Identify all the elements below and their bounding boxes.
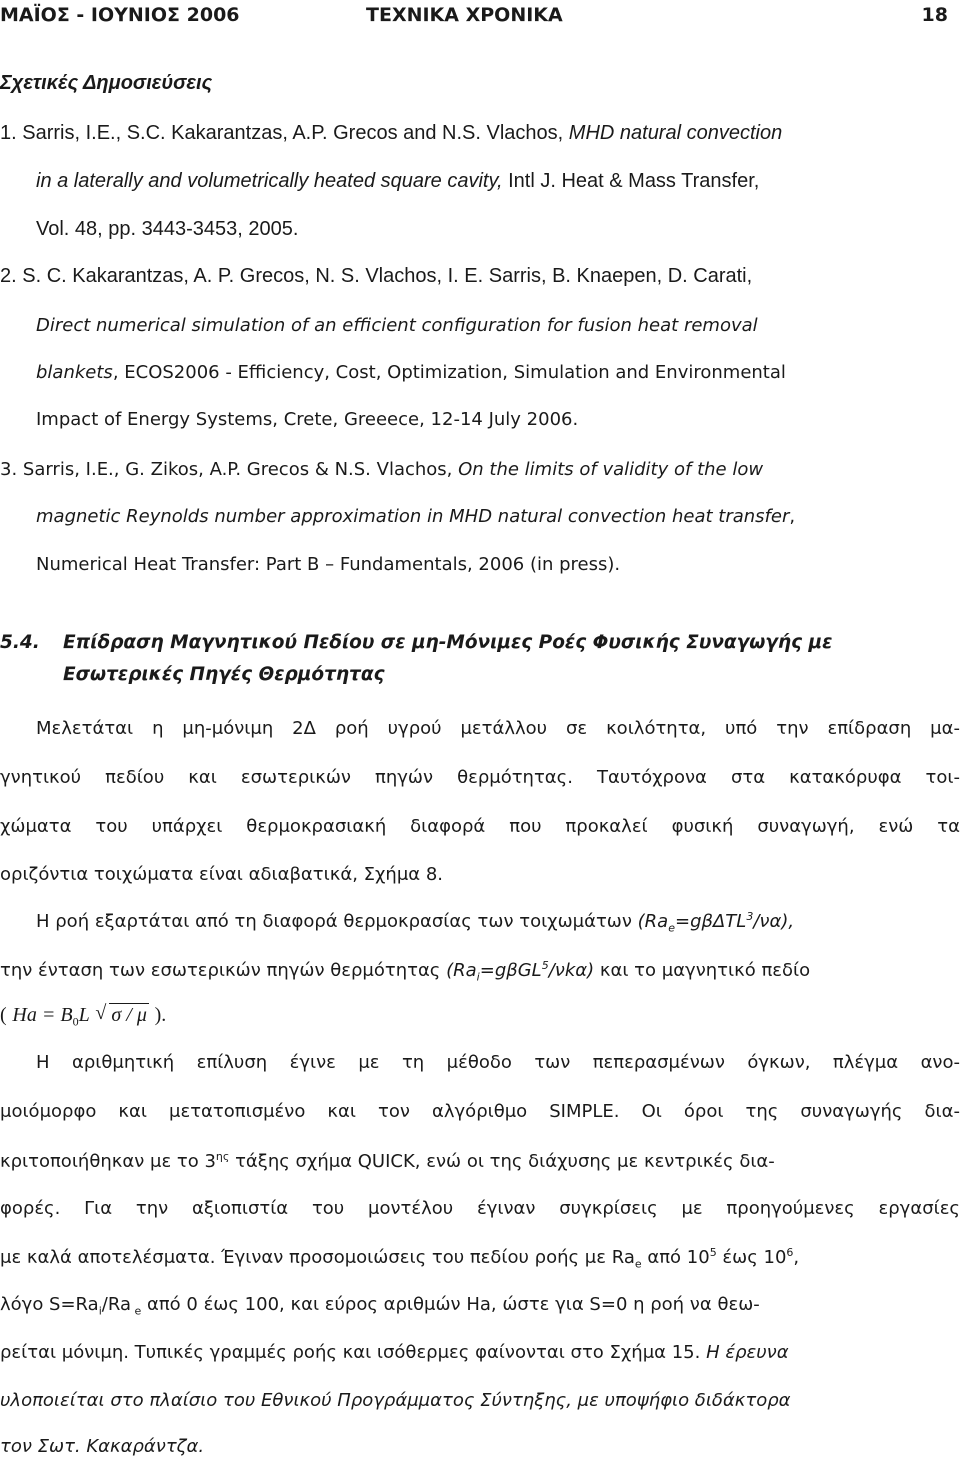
reference-line: Vol. 48, pp. 3443-3453, 2005.	[36, 218, 299, 240]
reference-punctuation: ,	[789, 506, 796, 527]
subscript: e	[634, 1257, 642, 1271]
reference-title: blankets	[36, 362, 113, 383]
paragraph-text: κριτοποιήθηκαν με το 3	[0, 1151, 216, 1172]
paragraph-line	[0, 1198, 960, 1219]
reference-line	[36, 170, 759, 193]
rayleigh-internal-formula: $(Ra_i=g\beta GL^5/\nu k\alpha)$	[446, 959, 595, 984]
paragraph-text: από 10	[641, 1247, 710, 1268]
header-issue-date: ΜΑΪΟΣ - ΙΟΥΝΙΟΣ 2006	[0, 4, 240, 26]
header-journal-title: ΤΕΧΝΙΚΑ ΧΡΟΝΙΚΑ	[366, 4, 563, 26]
paragraph-text: από 0 έως 100, και εύρος αριθμών Ha, ώστε για S=0 η ροή να θεω-	[141, 1294, 760, 1315]
reference-line: Impact of Energy Systems, Crete, Greeece, 12-14 July 2006.	[36, 409, 579, 430]
paragraph-line: υλοποιείται στο πλαίσιο του Εθνικού Προγράμματος Σύντηξης, με υποψήφιο διδάκτορα	[0, 1390, 791, 1411]
hartmann-formula: ( $Ha = B_0L$ √ σ / μ ).	[0, 1002, 167, 1029]
paragraph-text: Η έρευνα	[706, 1342, 789, 1363]
paragraph-text: με καλά αποτελέσματα. Έγιναν προσομοιώσεις του πεδίου ροής με Ra	[0, 1247, 635, 1268]
paragraph-line	[0, 959, 810, 984]
reference-title: magnetic Reynolds number approximation in MHD natural convection heat transfer	[36, 506, 790, 527]
reference-line	[0, 459, 763, 480]
paragraph-text: Μελετάται η μη-μόνιμη 2Δ ροή υγρού μετάλλου σε κοιλότητα, υπό την επίδραση μα-	[36, 718, 960, 739]
paragraph-text: μοιόμορφο και μετατοπισμένο και τον αλγόριθμο SIMPLE. Οι όροι της συναγωγής δια-	[0, 1101, 960, 1122]
paragraph-text: την ένταση των εσωτερικών πηγών θερμότητας	[0, 960, 447, 981]
paragraph-line: οριζόντια τοιχώματα είναι αδιαβατικά, Σχήμα 8.	[0, 864, 444, 885]
header-page-number: 18	[921, 4, 948, 26]
paragraph-line	[0, 1294, 760, 1318]
paragraph-line	[36, 718, 960, 739]
reference-title: MHD natural convection	[568, 122, 783, 144]
superscript: ης	[215, 1150, 230, 1163]
paragraph-text: ,	[793, 1247, 800, 1268]
paragraph-line: τον Σωτ. Κακαράντζα.	[0, 1436, 205, 1457]
reference-authors: 2. S. C. Kakarantzas, A. P. Grecos, N. S. Vlachos, I. E. Sarris, B. Knaepen, D. Carati,	[0, 265, 753, 287]
paragraph-text: φορές. Για την αξιοπιστία του μοντέλου έγιναν συγκρίσεις με προηγούμενες εργασίες	[0, 1198, 960, 1219]
subscript: i	[98, 1304, 102, 1318]
rayleigh-external-formula: $(Ra_e=g\beta\Delta TL^3/\nu\alpha)$,	[637, 910, 795, 935]
section-number: 5.4.	[0, 632, 40, 653]
page-header	[0, 2, 960, 32]
paragraph-text: γνητικού πεδίου και εσωτερικών πηγών θερμότητας. Ταυτόχρονα στα κατακόρυφα τοι-	[0, 767, 960, 788]
reference-authors: 3. Sarris, I.E., G. Zikos, A.P. Grecos & N.S. Vlachos,	[0, 459, 459, 480]
paragraph-line	[36, 1052, 960, 1073]
paragraph-text: λόγο S=Ra	[0, 1294, 99, 1315]
reference-title: Direct numerical simulation of an efficient configuration for fusion heat removal	[36, 315, 758, 336]
square-root-icon: √ σ / μ	[95, 1002, 147, 1026]
reference-title: in a laterally and volumetrically heated square cavity,	[36, 170, 503, 192]
paragraph-text: και το μαγνητικό πεδίο	[594, 960, 811, 981]
reference-line	[36, 362, 786, 383]
paragraph-line	[0, 1342, 789, 1363]
reference-line	[36, 506, 795, 527]
paragraph-line	[0, 1150, 775, 1172]
paragraph-line	[36, 910, 794, 935]
subscript: e	[130, 1304, 142, 1318]
paragraph-line	[0, 816, 960, 837]
section-title-line-2: Εσωτερικές Πηγές Θερμότητας	[63, 664, 385, 685]
reference-journal: Intl J. Heat & Mass Transfer,	[502, 170, 760, 192]
reference-venue: , ECOS2006 - Efficiency, Cost, Optimization, Simulation and Environmental	[112, 362, 786, 383]
paragraph-text: Η ροή εξαρτάται από τη διαφορά θερμοκρασίας των τοιχωμάτων	[36, 911, 638, 932]
superscript: 5	[709, 1246, 717, 1259]
paragraph-line	[0, 1101, 960, 1122]
paragraph-line	[0, 1246, 799, 1271]
reference-authors: 1. Sarris, I.E., S.C. Kakarantzas, A.P. Grecos and N.S. Vlachos,	[0, 122, 569, 144]
paragraph-text: ρείται μόνιμη. Τυπικές γραμμές ροής και ισόθερμες φαίνονται στο Σχήμα 15.	[0, 1342, 707, 1363]
superscript: 6	[786, 1246, 794, 1259]
paragraph-line	[0, 767, 960, 788]
paragraph-text: χώματα του υπάρχει θερμοκρασιακή διαφορά που προκαλεί φυσική συναγωγή, ενώ τα	[0, 816, 960, 837]
paragraph-text: Η αριθμητική επίλυση έγινε με τη μέθοδο των πεπερασμένων όγκων, πλέγμα ανο-	[36, 1052, 960, 1073]
reference-line	[0, 122, 782, 145]
section-title-line-1: Επίδραση Μαγνητικού Πεδίου σε μη-Μόνιμες Ροές Φυσικής Συναγωγής με	[63, 632, 833, 653]
paragraph-text: /Ra	[101, 1294, 131, 1315]
paragraph-text: τάξης σχήμα QUICK, ενώ οι της διάχυσης με κεντρικές δια-	[229, 1151, 775, 1172]
paragraph-text: έως 10	[716, 1247, 787, 1268]
reference-title: On the limits of validity of the low	[458, 459, 764, 480]
reference-venue: Numerical Heat Transfer: Part B – Fundamentals, 2006 (in press).	[36, 554, 621, 575]
publications-heading: Σχετικές Δημοσιεύσεις	[0, 72, 213, 94]
